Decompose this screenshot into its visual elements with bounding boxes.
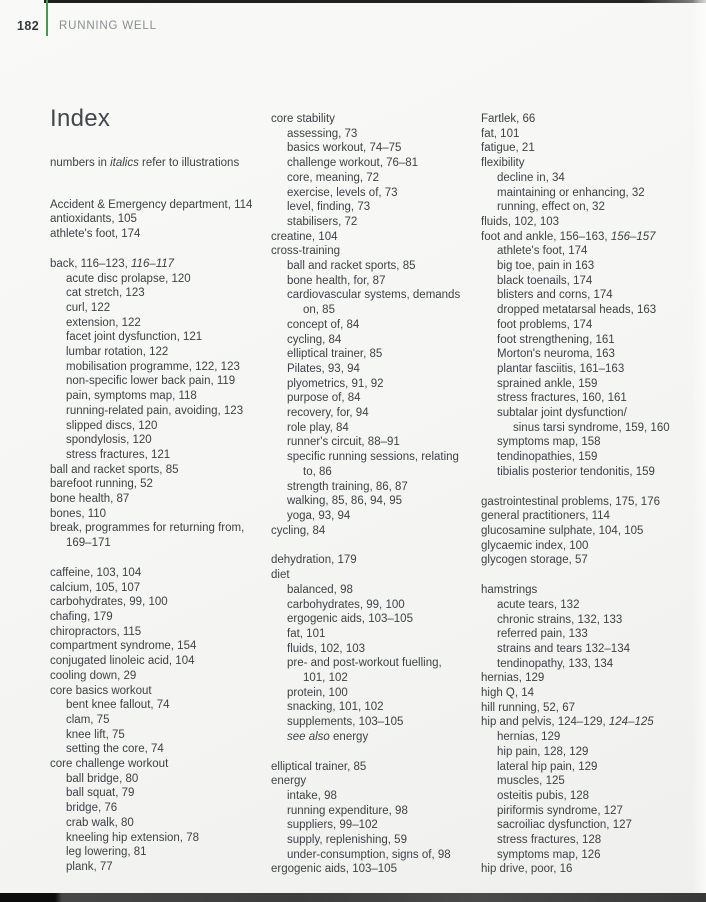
index-entry: non-specific lower back pain, 119 xyxy=(66,375,236,388)
index-entry: 101, 102 xyxy=(303,672,348,685)
book-title: RUNNING WELL xyxy=(59,20,157,32)
index-entry: ball and racket sports, 85 xyxy=(50,463,179,476)
index-entry: referred pain, 133 xyxy=(497,628,588,641)
index-entry: hernias, 129 xyxy=(497,731,561,744)
index-entry: supplements, 103–105 xyxy=(287,716,404,729)
index-entry: carbohydrates, 99, 100 xyxy=(287,598,405,611)
index-entry: protein, 100 xyxy=(287,686,348,699)
index-entry: glycogen storage, 57 xyxy=(481,554,588,567)
index-entry: athlete's foot, 174 xyxy=(497,245,588,258)
index-entry: Accident & Emergency department, 114 xyxy=(50,198,253,211)
index-entry: chiropractors, 115 xyxy=(50,625,142,638)
index-entry: pain, symptoms map, 118 xyxy=(66,390,197,403)
index-entry: kneeling hip extension, 78 xyxy=(66,831,199,844)
index-entry: ball bridge, 80 xyxy=(66,772,139,785)
scan-top-edge xyxy=(44,0,706,3)
index-entry: hip pain, 128, 129 xyxy=(497,745,589,758)
index-entry: compartment syndrome, 154 xyxy=(50,640,197,653)
index-entry: Fartlek, 66 xyxy=(481,113,536,125)
index-group xyxy=(481,495,699,569)
index-entry: see also energy xyxy=(287,730,369,743)
index-heading: Index xyxy=(50,105,111,132)
index-entry: 169–171 xyxy=(66,537,111,550)
index-entry: clam, 75 xyxy=(66,713,110,726)
index-entry: carbohydrates, 99, 100 xyxy=(50,596,168,609)
index-entry: core, meaning, 72 xyxy=(287,171,380,184)
index-entry: cardiovascular systems, demands xyxy=(287,289,461,302)
index-entry: plank, 77 xyxy=(66,860,113,873)
index-entry: intake, 98 xyxy=(287,789,337,802)
index-entry: Pilates, 93, 94 xyxy=(287,362,360,375)
index-entry: elliptical trainer, 85 xyxy=(271,760,367,773)
index-group xyxy=(481,583,699,877)
index-entry: assessing, 73 xyxy=(287,127,358,140)
index-entry: pre- and post-workout fuelling, xyxy=(287,657,442,670)
index-entry: strains and tears 132–134 xyxy=(497,642,630,655)
index-entry: core basics workout xyxy=(50,684,152,697)
index-entry: decline in, 34 xyxy=(497,171,565,184)
index-entry: mobilisation programme, 122, 123 xyxy=(66,360,240,373)
index-entry: cooling down, 29 xyxy=(50,669,137,682)
index-entry: ergogenic aids, 103–105 xyxy=(271,863,397,876)
index-entry: hip drive, poor, 16 xyxy=(481,863,573,876)
index-entry: lumbar rotation, 122 xyxy=(66,346,169,359)
index-entry: osteitis pubis, 128 xyxy=(497,789,590,802)
index-entry: cycling, 84 xyxy=(271,524,326,537)
italics-note xyxy=(50,156,266,171)
index-entry: caffeine, 103, 104 xyxy=(50,566,142,579)
index-entry: slipped discs, 120 xyxy=(66,419,158,432)
index-entry: role play, 84 xyxy=(287,421,349,434)
index-entry: bridge, 76 xyxy=(66,802,118,815)
index-entry: elliptical trainer, 85 xyxy=(287,348,383,361)
note-text-pre: numbers in xyxy=(50,157,111,169)
index-column-3 xyxy=(481,112,699,877)
index-entry: running expenditure, 98 xyxy=(287,804,408,817)
column-groups xyxy=(50,198,266,875)
index-entry: plyometrics, 91, 92 xyxy=(287,377,384,390)
index-entry: level, finding, 73 xyxy=(287,201,371,214)
index-entry: glucosamine sulphate, 104, 105 xyxy=(481,524,644,537)
index-entry: strength training, 86, 87 xyxy=(287,480,408,493)
index-entry: glycaemic index, 100 xyxy=(481,539,589,552)
index-column-2 xyxy=(271,112,479,877)
index-entry: fatigue, 21 xyxy=(481,142,535,155)
column-groups xyxy=(271,112,479,877)
index-entry: blisters and corns, 174 xyxy=(497,289,613,302)
index-entry: walking, 85, 86, 94, 95 xyxy=(287,495,403,508)
index-entry: piriformis syndrome, 127 xyxy=(497,804,623,817)
index-entry: concept of, 84 xyxy=(287,318,360,331)
index-entry: leg lowering, 81 xyxy=(66,846,147,859)
index-entry: foot strengthening, 161 xyxy=(497,333,615,346)
index-group xyxy=(271,760,479,878)
index-entry: core stability xyxy=(271,113,335,125)
index-entry: basics workout, 74–75 xyxy=(287,142,402,155)
index-entry: break, programmes for returning from, xyxy=(50,522,245,535)
index-entry: athlete's foot, 174 xyxy=(50,228,141,241)
index-entry: acute tears, 132 xyxy=(497,598,580,611)
index-entry: balanced, 98 xyxy=(287,583,353,596)
index-entry: high Q, 14 xyxy=(481,687,535,700)
index-entry: cat stretch, 123 xyxy=(66,287,145,300)
index-group xyxy=(271,553,479,744)
index-entry: setting the core, 74 xyxy=(66,743,164,756)
index-entry: foot problems, 174 xyxy=(497,318,593,331)
index-column-1 xyxy=(50,106,266,875)
index-group xyxy=(481,112,699,480)
index-entry: extension, 122 xyxy=(66,316,141,329)
index-entry: core challenge workout xyxy=(50,758,169,771)
index-entry: diet xyxy=(271,569,290,582)
index-entry: creatine, 104 xyxy=(271,230,338,243)
index-entry: barefoot running, 52 xyxy=(50,478,153,491)
index-entry: fluids, 102, 103 xyxy=(287,642,366,655)
index-entry: bones, 110 xyxy=(50,507,107,520)
index-group xyxy=(50,257,266,551)
index-entry: challenge workout, 76–81 xyxy=(287,157,419,170)
index-entry: tendinopathies, 159 xyxy=(497,451,598,464)
index-entry: dropped metatarsal heads, 163 xyxy=(497,304,657,317)
index-entry: flexibility xyxy=(481,157,525,170)
index-entry: sprained ankle, 159 xyxy=(497,377,598,390)
index-entry: calcium, 105, 107 xyxy=(50,581,141,594)
index-entry: bone health, for, 87 xyxy=(287,274,386,287)
column-groups xyxy=(481,112,699,877)
index-entry: maintaining or enhancing, 32 xyxy=(497,186,645,199)
index-entry: stress fractures, 160, 161 xyxy=(497,392,627,405)
index-entry: running-related pain, avoiding, 123 xyxy=(66,404,244,417)
index-entry: stress fractures, 128 xyxy=(497,834,602,847)
index-entry: purpose of, 84 xyxy=(287,392,361,405)
index-entry: stress fractures, 121 xyxy=(66,448,171,461)
index-entry: back, 116–123, 116–117 xyxy=(50,257,175,270)
index-entry: ergogenic aids, 103–105 xyxy=(287,613,413,626)
index-entry: symptoms map, 126 xyxy=(497,848,601,861)
index-entry: chronic strains, 132, 133 xyxy=(497,613,623,626)
index-entry: hill running, 52, 67 xyxy=(481,701,575,714)
index-entry: knee lift, 75 xyxy=(66,728,125,741)
index-entry: suppliers, 99–102 xyxy=(287,819,378,832)
index-entry: black toenails, 174 xyxy=(497,274,593,287)
index-entry: tendinopathy, 133, 134 xyxy=(497,657,614,670)
header-divider-rule xyxy=(46,0,48,36)
index-entry: running, effect on, 32 xyxy=(497,201,605,214)
index-entry: cycling, 84 xyxy=(287,333,342,346)
page-number: 182 xyxy=(17,19,40,33)
index-entry: ball and racket sports, 85 xyxy=(287,260,416,273)
index-entry: yoga, 93, 94 xyxy=(287,509,351,522)
index-entry: gastrointestinal problems, 175, 176 xyxy=(481,495,660,508)
index-entry: plantar fasciitis, 161–163 xyxy=(497,362,625,375)
index-entry: to, 86 xyxy=(303,465,332,478)
scan-bottom-edge xyxy=(0,893,706,902)
index-entry: facet joint dysfunction, 121 xyxy=(66,331,203,344)
index-entry: spondylosis, 120 xyxy=(66,434,152,447)
index-entry: general practitioners, 114 xyxy=(481,510,610,523)
index-entry: acute disc prolapse, 120 xyxy=(66,272,191,285)
index-entry: foot and ankle, 156–163, 156–157 xyxy=(481,230,656,243)
index-entry: hip and pelvis, 124–129, 124–125 xyxy=(481,716,654,729)
index-entry: antioxidants, 105 xyxy=(50,213,137,226)
index-group xyxy=(50,198,266,242)
index-entry: fat, 101 xyxy=(481,127,520,140)
index-entry: symptoms map, 158 xyxy=(497,436,601,449)
index-entry: hamstrings xyxy=(481,584,538,597)
note-text-post: refer to illustrations xyxy=(138,157,240,169)
index-entry: dehydration, 179 xyxy=(271,554,357,567)
index-entry: under-consumption, signs of, 98 xyxy=(287,848,451,861)
index-entry: on, 85 xyxy=(303,304,335,317)
index-entry: lateral hip pain, 129 xyxy=(497,760,598,773)
index-entry: fat, 101 xyxy=(287,627,326,640)
index-entry: cross-training xyxy=(271,245,341,258)
note-italic-word: italics xyxy=(110,157,139,169)
index-entry: Morton's neuroma, 163 xyxy=(497,348,615,361)
index-entry: tibialis posterior tendonitis, 159 xyxy=(497,465,655,478)
index-entry: stabilisers, 72 xyxy=(287,215,358,228)
index-entry: hernias, 129 xyxy=(481,672,545,685)
index-entry: subtalar joint dysfunction/ xyxy=(497,407,627,420)
index-entry: recovery, for, 94 xyxy=(287,407,369,420)
index-entry: runner's circuit, 88–91 xyxy=(287,436,400,449)
index-entry: supply, replenishing, 59 xyxy=(287,834,407,847)
index-entry: big toe, pain in 163 xyxy=(497,260,595,273)
index-entry: conjugated linoleic acid, 104 xyxy=(50,655,195,668)
index-entry: bone health, 87 xyxy=(50,493,130,506)
index-entry: fluids, 102, 103 xyxy=(481,215,560,228)
index-entry: ball squat, 79 xyxy=(66,787,135,800)
index-entry: specific running sessions, relating xyxy=(287,451,459,464)
index-entry: muscles, 125 xyxy=(497,775,565,788)
index-entry: crab walk, 80 xyxy=(66,816,134,829)
index-entry: sinus tarsi syndrome, 159, 160 xyxy=(513,421,670,434)
index-entry: chafing, 179 xyxy=(50,610,113,623)
index-entry: energy xyxy=(271,775,307,788)
index-entry: curl, 122 xyxy=(66,301,111,314)
index-entry: sacroiliac dysfunction, 127 xyxy=(497,819,632,832)
index-group xyxy=(50,566,266,875)
index-entry: snacking, 101, 102 xyxy=(287,701,384,714)
index-group xyxy=(271,112,479,538)
index-entry: bent knee fallout, 74 xyxy=(66,699,170,712)
index-entry: exercise, levels of, 73 xyxy=(287,186,398,199)
